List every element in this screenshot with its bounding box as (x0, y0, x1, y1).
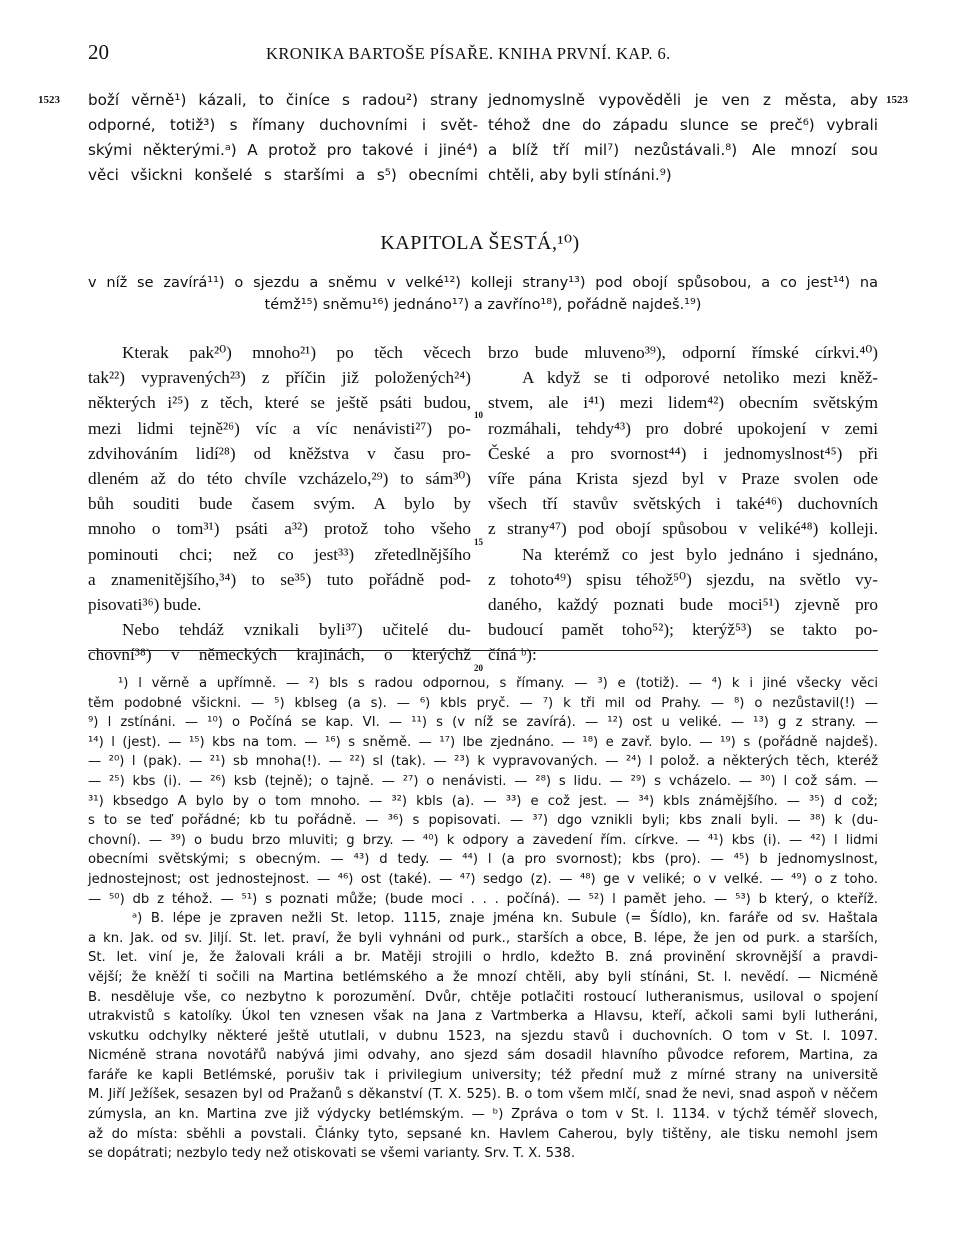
text-line: tak²²) vypravených²³) z příčin již položených²⁴) (88, 368, 471, 388)
margin-year-left: 1523 (38, 94, 60, 106)
footnote-line: utrakvistů s katolíky. Úkol ten vznesen však na Jana z Vartmberka a Hlavsu, kteří, ačkoli sami byli lutheráni, (88, 1009, 878, 1025)
footnote-line: — ²⁵) kbs (i). — ²⁶) ksb (tejně); o tajně. — ²⁷) o nenávisti. — ²⁸) s lidu. — ²⁹) s vcházelo. — ³⁰) l což sám. — (88, 773, 878, 789)
footnote-line: — ⁵⁰) db z téhož. — ⁵¹) s poznati může; (bude moci . . . počíná). — ⁵²) l pamět jeho. — ⁵³) b který, o kteříž. (88, 891, 878, 907)
text-line: chovní³⁸) v německých krajinách, o kterýchž (88, 645, 471, 665)
text-line: budoucí pamět toho⁵²); kterýž⁵³) se takto po- (488, 620, 878, 640)
text-line: brzo bude mluveno³⁹), odporní římské církvi.⁴⁰) (488, 343, 878, 362)
intro-right-column (488, 88, 878, 188)
text-line: mezi lidmi tejně²⁶) víc a víc nenávisti²⁷) po- (88, 418, 471, 438)
footnote-line: — ²⁰) l (pak). — ²¹) sb mnoha(!). — ²²) sl (tak). — ²³) k vypravovaných. — ²⁴) l polož. a některých těch, kteréž (88, 754, 878, 770)
page-number: 20 (88, 40, 109, 64)
body-right-column (488, 340, 878, 667)
text-line: skými některými.ᵃ) A protož pro takové i jiné⁴) (88, 141, 478, 159)
summary-line: v níž se zavírá¹¹) o sjezdu a sněmu v velké¹²) kolleji strany¹³) pod obojí spůsobou, a co jest¹⁴) na (88, 275, 878, 291)
text-line: všech tří stavův světských i také⁴⁶) duchovních (488, 494, 878, 514)
text-line: daného, každý poznati bude moci⁵¹) zjevně pro (488, 594, 878, 614)
footnote-line: ᵃ) B. lépe je zpraven nežli St. letop. 1115, znaje jména kn. Subule (= Šídlo), kn. faráře od sv. Haštala (132, 911, 878, 927)
footnote-line: faráře ke kapli Betlémské, porušiv tak i privilegium university; též přední muž z mírné strany na universitě (88, 1067, 878, 1083)
running-head: KRONIKA BARTOŠE PÍSAŘE. KNIHA PRVNÍ. KAP. 6. (266, 44, 671, 63)
footnotes (88, 674, 878, 1164)
text-line: Nebo tehdáž vznikali byli³⁷) učitelé du- (122, 620, 471, 640)
intro-left-column (88, 88, 478, 188)
line-number-20: 20 (474, 663, 483, 673)
text-line: stvem, ale i⁴¹) mezi lidem⁴²) obecním světským (488, 393, 878, 413)
footnote-line: Nicméně strana novotářů nabývá jimi odvahy, ano sjezd sám dosadil hlavního původce reforem, Martina, za (88, 1048, 878, 1064)
footnote-line: těm podobné všickni. — ⁵) kblseg (a s). — ⁶) kbls pryč. — ⁷) k tři mil od Prahy. — ⁸) o nezůstavil(!) — (88, 695, 878, 711)
footnote-line: B. nesděluje vše, co nezbytno k porozumění. Dvůr, chtěje potlačiti rostoucí lutheranismus, usiloval o spojení (88, 989, 878, 1005)
footnote-line: ⁹) l zstínáni. — ¹⁰) o Počíná se kap. VI. — ¹¹) s (v níž se zavírá). — ¹²) ost u veliké. — ¹³) g z strany. — (88, 715, 878, 731)
margin-year-right: 1523 (886, 94, 908, 106)
text-line: a blíž tří mil⁷) nezůstávali.⁸) Ale mnozí sou (488, 141, 878, 159)
text-line: bůh souditi bude časem svým. A bylo by (88, 494, 471, 514)
page-header (88, 40, 878, 70)
text-line: mnoho o tom³¹) psáti a³²) protož toho všeho (88, 519, 471, 539)
footnote-line: ¹⁴) l (jest). — ¹⁵) kbs na tom. — ¹⁶) s sněmě. — ¹⁷) lbe zjednáno. — ¹⁸) e zavř. bylo. — ¹⁹) s (pořádně najdeš). (88, 734, 878, 750)
text-line: některých i²⁵) z těch, které se ještě psáti budou, (88, 393, 471, 413)
text-line: z strany⁴⁷) pod obojí spůsobou v veliké⁴⁸) kolleji. (488, 519, 878, 539)
footnote-line: obecními světskými; s obecným. — ⁴³) d tedy. — ⁴⁴) l (a pro svornost); kbs (pro). — ⁴⁵) b jednomyslnost, (88, 852, 878, 868)
text-line: zdvihováním lidí²⁸) od kněžstva v času pro- (88, 443, 471, 463)
line-number-10: 10 (474, 410, 483, 420)
text-line: chtěli, aby byli stínáni.⁹) (488, 166, 672, 184)
text-line: rozmáhali, tehdy⁴³) pro dobré upokojení v zemi (488, 418, 878, 438)
text-line: věci všickni konšelé s staršími a s⁵) obecními (88, 166, 478, 184)
summary-line: témž¹⁵) sněmu¹⁶) jednáno¹⁷) a zavříno¹⁸), pořádně najdeš.¹⁹) (264, 297, 702, 313)
footnote-line: jednostejnost; ost jednostejnost. — ⁴⁶) ost (také). — ⁴⁷) sedgo (z). — ⁴⁸) ge v veliké; o v velké. — ⁴⁹) o z toho. (88, 871, 878, 887)
footnote-line: s to se teď pořádné; kb tu pořádně. — ³⁶) s popisovati. — ³⁷) dgo vznikli byli; kbs znali byli. — ³⁸) k (du- (88, 813, 878, 829)
line-number-15: 15 (474, 537, 483, 547)
footnote-line: a kn. Jak. od sv. Jiljí. St. let. praví, že byli vyhnáni od purk., starších a obce, B. lépe, že jen od purk. a starších, (88, 930, 878, 946)
text-line: České a pro svornost⁴⁴) i jednomyslnost⁴⁵) při (488, 443, 878, 463)
text-line: dleném až do této chvíle vzcházelo,²⁹) to sám³⁰) (88, 468, 471, 488)
footnote-line: se dopátrati; nezbylo tedy než otiskovati se všemi varianty. Srv. T. X. 538. (88, 1146, 576, 1162)
text-line: boží věrně¹) kázali, to činíce s radou²) strany (88, 91, 478, 109)
text-line: pisovati³⁶) bude. (88, 594, 202, 614)
body-left-column (88, 340, 471, 667)
footnote-line: až do místa: sběhli a povstali. Články tyto, sepsané kn. Havlem Caherou, byly tištěny, ale tisku nemohl jsem (88, 1126, 878, 1142)
footnote-line: ¹) l věrně a upřímně. — ²) bls s radou odpornou, s římany. — ³) e (totiž). — ⁴) k i jiné všecky věci (118, 676, 878, 691)
footnote-line: vskutku odchylky některé ještě ututlali, v dubnu 1523, na sjezdu stavů i duchovních. O tom v St. l. 1097. (88, 1028, 878, 1044)
text-line: víře pána Krista sjezd byl v Praze svolen ode (488, 468, 878, 488)
text-line: odporné, totiž³) s římany duchovními i svět- (88, 116, 478, 134)
footnote-line: ³¹) kbsedgo A bylo by o tom mnoho. — ³²) kbls (a). — ³³) e což jest. — ³⁴) kbls známějšího. — ³⁵) d což; (88, 793, 878, 809)
footnote-line: zúmysla, an kn. Martina zve již výdycky betlémským. — ᵇ) Zpráva o tom v St. l. 1134. v týchž téměř slovech, (88, 1107, 878, 1123)
footnote-divider (88, 650, 878, 651)
text-line: A když se ti odporové netoliko mezi kněž- (522, 368, 878, 388)
chapter-title: KAPITOLA ŠESTÁ,¹⁰) (380, 232, 580, 254)
chapter-summary (88, 272, 878, 316)
text-line: číná ᵇ): (488, 645, 537, 665)
footnote-line: chovní). — ³⁹) o budu brzo mluviti; g brzy. — ⁴⁰) k odpory a zavedení řím. církve. — ⁴¹) kbs (i). — ⁴²) l lidmi (88, 832, 878, 848)
text-line: a znamenitějšího,³⁴) to se³⁵) tuto pořádně pod- (88, 569, 471, 589)
footnote-line: vější; že kněží ti sočili na Martina betlémského a že mnozí chtěli, aby byli stínáni, St. l. nevědí. — Nicméně (88, 969, 878, 985)
text-line: jednomyslně vypověděli je ven z města, aby (488, 91, 878, 109)
text-line: Kterak pak²⁰) mnoho²¹) po těch věcech (122, 343, 471, 362)
text-line: z tohoto⁴⁹) spisu téhož⁵⁰) sjezdu, na světlo vy- (488, 569, 878, 589)
text-line: pominouti chci; než co jest³³) zřetedlnějšího (88, 544, 471, 564)
footnote-line: M. Jiří Ježíšek, sesazen byl od Pražanů s děkanství (T. X. 525). B. o tom všem mlčí, snad že nevi, snad aspoň v něčem (88, 1087, 878, 1103)
text-line: Na kterémž co jest bylo jednáno i sjednáno, (522, 544, 878, 564)
text-line: téhož dne do západu slunce se preč⁶) vybrali (488, 116, 878, 134)
footnote-line: St. let. viní je, že žalovali králi a br. Matěji strojili o hrdlo, kdežto B. zná provinění skrovnější a pravdi- (88, 950, 878, 966)
